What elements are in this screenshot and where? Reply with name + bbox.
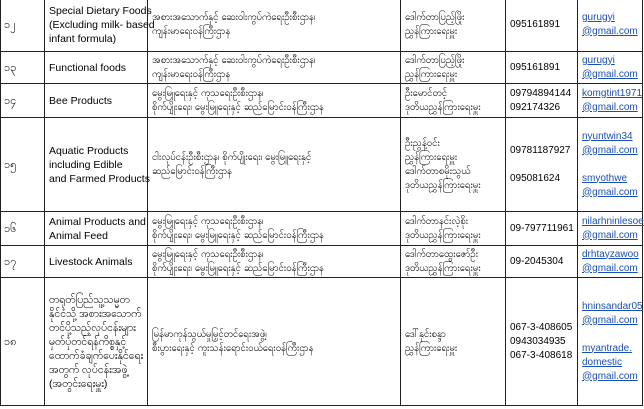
email-cell (578, 52, 643, 84)
table-row (1, 278, 643, 406)
officer-cell (401, 246, 506, 278)
organization-cell (148, 52, 401, 84)
table-row (1, 84, 643, 118)
product-line: အတွက် လုပ်ငန်းအဖွဲ့ (49, 363, 128, 376)
email-link[interactable] (582, 342, 638, 384)
officer-line: ညွှန်ကြားရေးမှူး (405, 151, 458, 163)
row-number-text: ၁၅ (4, 157, 17, 171)
email-cell (578, 246, 643, 278)
row-number (1, 278, 45, 406)
phone-line: 095081624 (510, 172, 561, 184)
phone-line: 095161891 (510, 61, 561, 73)
email-cell (578, 0, 643, 52)
product-line: Functional foods (49, 61, 127, 74)
organization-cell (148, 0, 401, 52)
organization-line: ဆည်မြောင်းဝန်ကြီးဌာန (152, 165, 232, 177)
row-number-text: ၁၈ (4, 334, 17, 348)
officer-cell (401, 84, 506, 118)
organization-line: ငါးလုပ်ငန်းဦးစီးဌာန၊ စိုက်ပျိုးရေး၊ မွေးမြူရေးနှင့် (152, 151, 312, 163)
product-line: (အတွင်းရေးမှူး) (49, 377, 108, 390)
email-cell (578, 278, 643, 406)
email-spacer (582, 328, 638, 342)
organization-line: စီးပွားရေးနှင့် ကူးသန်းရောင်းဝယ်ရေးဝန်ကြီးဌာန (152, 342, 314, 354)
organization-line: အစားအသောက်နှင့် ဆေးဝါးကွပ်ကဲရေးဦးစီးဌာန၊ (152, 11, 316, 23)
officer-line: ဒုတိယညွှန်ကြားရေးမှူး (405, 262, 481, 274)
email-line[interactable]: @gmail.com (582, 144, 638, 156)
phone-line: 067-3-408605 (510, 321, 573, 333)
email-line[interactable]: @gmail.com (582, 229, 638, 241)
officer-line: ညွှန်ကြားရေးမှူး (405, 68, 458, 80)
officer-line: ဒေါက်တာထွေးဇော်ဦး (405, 248, 478, 260)
product-cell (45, 84, 148, 118)
officer-cell (401, 278, 506, 406)
email-line[interactable]: smyothwe (582, 172, 628, 184)
product-cell (45, 52, 148, 84)
email-line[interactable]: gurugyi (582, 11, 615, 23)
organization-cell (148, 212, 401, 246)
officer-line: ဒေါက်တာနင်းလဲ့စိုး (405, 215, 469, 227)
officer-line: ညွှန်ကြားရေးမှူး (405, 342, 458, 354)
officer-line: ဒုတိယညွှန်ကြားရေးမှူး (405, 101, 481, 113)
email-line[interactable]: drhtayzawoo (582, 248, 639, 260)
email-line[interactable]: @gmail.com (582, 25, 638, 37)
email-link[interactable] (582, 172, 638, 200)
phone-line: 092174326 (510, 101, 561, 113)
phone-cell (506, 118, 578, 212)
email-line[interactable]: hninsandar05 (582, 300, 643, 312)
row-number (1, 52, 45, 84)
product-line: နိုင်ငံသို့ အစားအသောက် (49, 307, 142, 320)
row-number (1, 246, 45, 278)
phone-line: 09794894144 (510, 87, 572, 99)
product-cell (45, 246, 148, 278)
table-row (1, 52, 643, 84)
product-line: infant formula) (49, 32, 117, 45)
product-cell (45, 278, 148, 406)
phone-cell (506, 84, 578, 118)
officer-cell (401, 118, 506, 212)
organization-cell (148, 84, 401, 118)
email-link[interactable] (582, 87, 643, 115)
email-line[interactable]: nilarhninlesoe (582, 215, 644, 227)
officer-line: ဒေါက်တာပြည့်ဖြိုး (405, 54, 465, 66)
phone-cell (506, 0, 578, 52)
row-number-text: ၁၇ (4, 254, 17, 268)
product-line: မှတ်ပုံတင်ရန်ကိစ္စနှင့် (49, 335, 127, 348)
organization-line: မြန်မာကုန်သွယ်မှုမြှင့်တင်ရေးအဖွဲ့၊ (152, 328, 267, 340)
email-line[interactable]: domestic (582, 356, 623, 368)
phone-cell (506, 278, 578, 406)
phone-line: 067-3-408618 (510, 349, 573, 361)
row-number (1, 0, 45, 52)
officer-line: ဒုတိယညွှန်ကြားရေးမှူး (405, 229, 481, 241)
row-number-text: ၁၆ (4, 221, 17, 235)
organization-line: မွေးမြူရေးနှင့် ကုသရေးဦးစီးဌာန၊ (152, 248, 264, 260)
phone-cell (506, 246, 578, 278)
email-line[interactable]: gurugyi (582, 54, 615, 66)
officer-cell (401, 212, 506, 246)
officer-cell (401, 52, 506, 84)
email-link[interactable] (582, 54, 638, 82)
email-line[interactable]: @gmail.com (582, 314, 638, 326)
organization-line: ကျန်းမာရေးဝန်ကြီးဌာန (152, 25, 231, 37)
product-line: Livestock Animals (49, 255, 133, 268)
email-line[interactable]: @gmail.com (582, 68, 638, 80)
organization-line: စိုက်ပျိုးရေး၊ မွေးမြူရေးနှင့် ဆည်မြောင်းဝန်ကြီးဌာန (152, 262, 324, 274)
email-line[interactable]: @gmail.com (582, 262, 638, 274)
row-number (1, 118, 45, 212)
officer-line: ဒေါက်တာပြည့်ဖြိုး (405, 11, 465, 23)
row-number-text: ၁၄ (4, 93, 17, 107)
product-line: Special Dietary Foods (49, 4, 152, 17)
email-cell (578, 212, 643, 246)
email-cell (578, 118, 643, 212)
email-link[interactable] (582, 248, 638, 276)
product-line: Aquatic Products (49, 144, 129, 157)
phone-line: 09-2045304 (510, 255, 564, 267)
phone-line: 09781187927 (510, 144, 571, 156)
product-line: including Edible (49, 158, 123, 171)
product-line: Bee Products (49, 94, 113, 107)
phone-cell (506, 212, 578, 246)
officer-line: ညွှန်ကြားရေးမှူး (405, 25, 458, 37)
organization-line: စိုက်ပျိုးရေး၊ မွေးမြူရေးနှင့် ဆည်မြောင်းဝန်ကြီးဌာန (152, 101, 324, 113)
organization-cell (148, 278, 401, 406)
email-line[interactable]: nyuntwin34 (582, 130, 633, 142)
row-number-text: ၁၂ (4, 17, 16, 31)
email-line[interactable]: komgtint1971 (582, 87, 643, 99)
email-cell (578, 84, 643, 118)
email-line[interactable]: @gmail.com (582, 186, 638, 198)
email-line[interactable]: myantrade. (582, 342, 633, 354)
row-number (1, 84, 45, 118)
table-row (1, 0, 643, 52)
email-link[interactable] (582, 11, 638, 39)
email-link[interactable] (582, 300, 643, 328)
email-spacer (582, 158, 638, 172)
organization-line: မွေးမြူရေးနှင့် ကုသရေးဦးစီးဌာန၊ (152, 87, 264, 99)
row-number-text: ၁၃ (4, 60, 17, 74)
officer-line: ဒုတိယညွှန်ကြားရေးမှူး (405, 179, 481, 191)
phone-line: 0943034935 (510, 335, 566, 347)
officer-line: ဒေါ်နှင်းစန္ဒာ (405, 328, 446, 340)
table-row (1, 212, 643, 246)
organization-line: ကျန်းမာရေးဝန်ကြီးဌာန (152, 68, 231, 80)
table-row (1, 246, 643, 278)
email-link[interactable] (582, 215, 644, 243)
organization-line: စိုက်ပျိုးရေး၊ မွေးမြူရေးနှင့် ဆည်မြောင်းဝန်ကြီးဌာန (152, 229, 324, 241)
product-line: (Excluding milk- based (49, 18, 155, 31)
organization-line: အစားအသောက်နှင့် ဆေးဝါးကွပ်ကဲရေးဦးစီးဌာန၊ (152, 54, 316, 66)
email-line[interactable]: @gmail.com (582, 101, 638, 113)
product-cell (45, 118, 148, 212)
phone-line (510, 158, 573, 172)
product-line: and Farmed Products (49, 172, 150, 185)
phone-cell (506, 52, 578, 84)
officer-line: ဦးမောင်တင့် (405, 87, 447, 99)
product-line: ထောက်ခံချက်ပေးနိုင်ရေး (49, 349, 144, 362)
phone-line: 095161891 (510, 18, 561, 30)
product-line: Animal Products and (49, 215, 146, 228)
officer-line: ဒေါက်တာစမိုးသွယ် (405, 165, 471, 177)
product-line: တင်ပို့သည့်လုပ်ငန်းများ (49, 321, 136, 334)
organization-cell (148, 246, 401, 278)
product-cell (45, 0, 155, 52)
product-line: တရုတ်ပြည်သူ့သမ္မတ (49, 293, 130, 306)
email-line[interactable]: @gmail.com (582, 370, 638, 382)
row-number (1, 212, 45, 246)
phone-line: 09-797711961 (510, 222, 574, 234)
table-row (1, 118, 643, 212)
officer-line: ဦးညွန့်ဝင်း (405, 137, 440, 149)
product-line: Animal Feed (49, 229, 108, 242)
email-link[interactable] (582, 130, 638, 158)
organization-line: မွေးမြူရေးနှင့် ကုသရေးဦးစီးဌာန၊ (152, 215, 264, 227)
product-cell (45, 212, 148, 246)
organization-cell (148, 118, 401, 212)
officer-cell (401, 0, 506, 52)
